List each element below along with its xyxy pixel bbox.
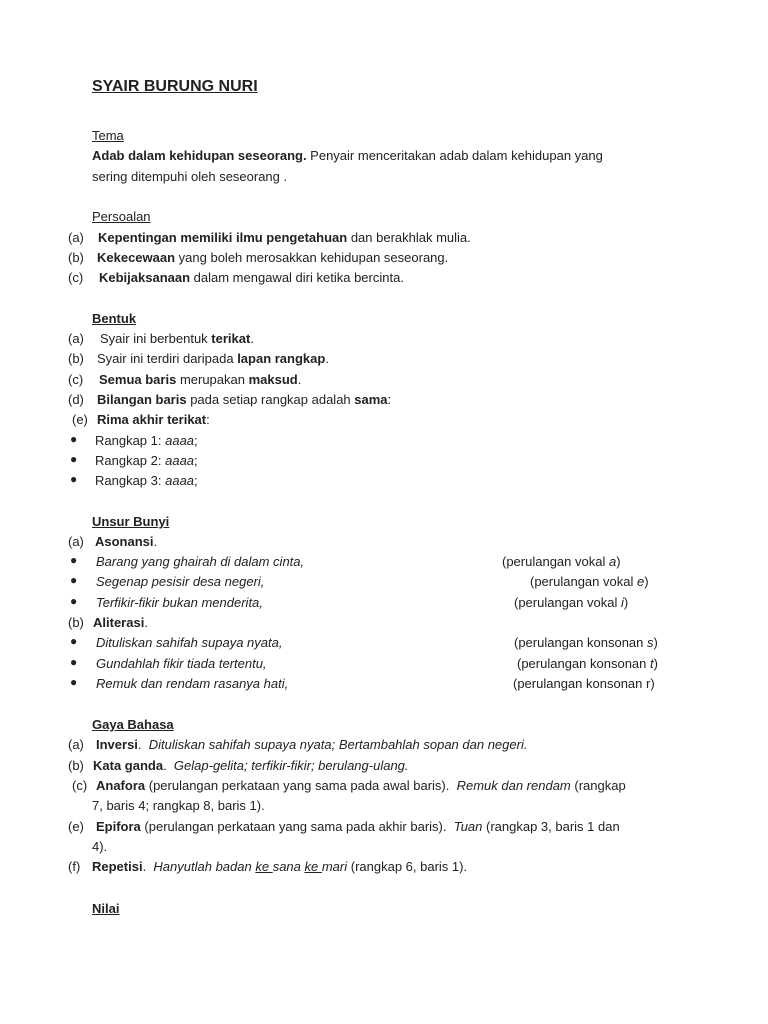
item-label: (a) xyxy=(68,331,84,346)
item-label: (b) xyxy=(68,250,84,265)
item-example: Tuan xyxy=(453,819,483,834)
asonansi-item xyxy=(68,533,157,550)
bullet-icon: ● xyxy=(70,432,78,446)
gaya-item-c xyxy=(72,777,626,794)
persoalan-item xyxy=(68,249,448,266)
persoalan-item xyxy=(68,269,404,286)
bullet-icon: ● xyxy=(70,553,78,567)
item-label: (b) xyxy=(68,351,84,366)
bullet-icon: ● xyxy=(70,594,78,608)
note-close: ) xyxy=(653,635,658,650)
unsur-bunyi-heading: Unsur Bunyi xyxy=(92,514,170,529)
item-label: (e) xyxy=(68,819,84,834)
item-text: merupakan xyxy=(176,372,249,387)
item-punct: : xyxy=(206,412,210,427)
bullet-icon: ● xyxy=(70,452,78,466)
example-text: Terfikir-fikir bukan menderita, xyxy=(96,595,263,610)
item-text: (perulangan perkataan yang sama pada akhir baris). xyxy=(140,819,454,834)
item-label: (c) xyxy=(68,270,84,285)
example-text: Gundahlah fikir tiada tertentu, xyxy=(96,656,267,671)
item-label: (d) xyxy=(68,392,84,407)
gaya-item-e xyxy=(68,818,620,835)
item-bold: Epifora xyxy=(96,819,141,834)
note-text: (perulangan konsonan r) xyxy=(513,676,655,691)
note-close: ) xyxy=(653,656,658,671)
item-label: (a) xyxy=(68,534,84,549)
bentuk-heading: Bentuk xyxy=(92,311,137,326)
item-label: (c) xyxy=(68,372,84,387)
example-line xyxy=(96,594,263,611)
rangkap-punct: ; xyxy=(194,453,198,468)
note-close: ) xyxy=(623,595,629,610)
item-label: (e) xyxy=(72,412,88,427)
item-text: pada setiap rangkap adalah xyxy=(186,392,355,407)
rangkap-label: Rangkap 2: xyxy=(95,453,166,468)
item-text: dalam mengawal diri ketika bercinta. xyxy=(190,270,404,285)
tema-bold: Adab dalam kehidupan seseorang. xyxy=(92,148,307,163)
note-letter: t xyxy=(650,656,654,671)
item-punct: . xyxy=(142,859,154,874)
bullet-icon: ● xyxy=(70,573,78,587)
item-bold: Bilangan baris xyxy=(97,392,187,407)
item-bold: Asonansi xyxy=(95,534,154,549)
gaya-bahasa-heading: Gaya Bahasa xyxy=(92,717,174,732)
example-line xyxy=(96,634,282,651)
rangkap-label: Rangkap 1: xyxy=(95,433,166,448)
bullet-icon: ● xyxy=(70,675,78,689)
example-note xyxy=(502,553,621,570)
bullet-icon: ● xyxy=(70,634,78,648)
item-text: Syair ini terdiri daripada xyxy=(97,351,238,366)
note-text: (perulangan vokal xyxy=(514,595,621,610)
tema-line-1 xyxy=(92,147,603,164)
bentuk-item-a xyxy=(68,330,254,347)
item-bold: Inversi xyxy=(96,737,138,752)
example-line xyxy=(96,553,304,570)
tema-rest: Penyair menceritakan adab dalam kehidupan yang xyxy=(306,148,603,163)
example-note xyxy=(514,594,628,611)
example-line xyxy=(96,675,288,692)
item-text: dan berakhlak mulia. xyxy=(347,230,471,245)
item-example: Dituliskan sahifah supaya nyata; Bertambahlah sopan dan negeri. xyxy=(148,737,528,752)
item-example: Remuk dan rendam xyxy=(456,778,571,793)
gaya-item-f xyxy=(68,858,467,875)
example-note xyxy=(530,573,649,590)
item-example: Gelap-gelita; terfikir-fikir; berulang-ulang. xyxy=(173,758,409,773)
persoalan-item xyxy=(68,229,471,246)
item-label: (b) xyxy=(68,758,84,773)
rangkap-item xyxy=(95,452,198,469)
item-bold: lapan rangkap xyxy=(237,351,326,366)
rangkap-rima: aaaa xyxy=(165,473,195,488)
gaya-item-b xyxy=(68,757,409,774)
note-text: (perulangan vokal xyxy=(502,554,609,569)
example-note xyxy=(513,675,655,692)
nilai-heading: Nilai xyxy=(92,901,120,916)
note-close: ) xyxy=(644,574,649,589)
bentuk-item-b xyxy=(68,350,329,367)
item-punct: . xyxy=(297,372,302,387)
item-bold: Semua baris xyxy=(99,372,177,387)
item-punct: . xyxy=(137,737,149,752)
example-note xyxy=(514,634,658,651)
note-text: (perulangan vokal xyxy=(530,574,637,589)
bentuk-item-e xyxy=(72,411,210,428)
item-bold: Kebijaksanaan xyxy=(99,270,191,285)
item-label: (a) xyxy=(68,230,84,245)
note-text: (perulangan konsonan xyxy=(517,656,650,671)
item-bold: Kata ganda xyxy=(93,758,164,773)
note-letter: s xyxy=(647,635,654,650)
note-letter: a xyxy=(608,554,617,569)
item-text: (perulangan perkataan yang sama pada awal baris). xyxy=(145,778,457,793)
item-punct: . xyxy=(153,534,158,549)
bentuk-item-c xyxy=(68,371,301,388)
item-bold: Aliterasi xyxy=(93,615,145,630)
item-punct: . xyxy=(163,758,174,773)
bentuk-item-d xyxy=(68,391,391,408)
item-label: (f) xyxy=(68,859,81,874)
item-punct: . xyxy=(144,615,148,630)
item-label: (c) xyxy=(72,778,88,793)
item-bold: maksud xyxy=(248,372,298,387)
example-text: Remuk dan rendam rasanya hati, xyxy=(96,676,289,691)
item-tail: (rangkap 6, baris 1). xyxy=(347,859,468,874)
item-text: yang boleh merosakkan kehidupan seseorang. xyxy=(175,250,449,265)
item-label: (b) xyxy=(68,615,84,630)
example-line xyxy=(96,655,267,672)
item-tail: (rangkap 3, baris 1 dan xyxy=(482,819,620,834)
item-bold: Kepentingan memiliki ilmu pengetahuan xyxy=(98,230,348,245)
bullet-icon: ● xyxy=(70,472,78,486)
item-punct: . xyxy=(250,331,254,346)
item-bold: Rima akhir terikat xyxy=(97,412,207,427)
rangkap-rima: aaaa xyxy=(165,433,195,448)
gaya-item-e-line2: 4). xyxy=(92,839,108,854)
item-bold: Repetisi xyxy=(92,859,143,874)
persoalan-heading: Persoalan xyxy=(92,209,151,224)
item-example: Hanyutlah badan xyxy=(153,859,256,874)
bullet-icon: ● xyxy=(70,655,78,669)
rangkap-rima: aaaa xyxy=(165,453,195,468)
example-text: Barang yang ghairah di dalam cinta, xyxy=(96,554,305,569)
item-example: mari xyxy=(321,859,348,874)
item-punct: : xyxy=(387,392,392,407)
tema-heading: Tema xyxy=(92,128,124,143)
note-close: ) xyxy=(616,554,621,569)
rangkap-item xyxy=(95,472,198,489)
item-text: Syair ini berbentuk xyxy=(100,331,212,346)
page-title: SYAIR BURUNG NURI xyxy=(92,78,258,95)
rangkap-punct: ; xyxy=(194,433,198,448)
note-letter: i xyxy=(620,595,624,610)
note-text: (perulangan konsonan xyxy=(514,635,647,650)
example-text: Segenap pesisir desa negeri, xyxy=(96,574,265,589)
gaya-item-c-line2: 7, baris 4; rangkap 8, baris 1). xyxy=(92,798,265,813)
item-example: sana xyxy=(272,859,305,874)
item-label: (a) xyxy=(68,737,84,752)
tema-line-2: sering ditempuhi oleh seseorang . xyxy=(92,169,288,184)
item-example-underlined: ke xyxy=(304,859,322,874)
item-bold: sama xyxy=(354,392,388,407)
gaya-item-a xyxy=(68,736,527,753)
example-line xyxy=(96,573,264,590)
example-text: Dituliskan sahifah supaya nyata, xyxy=(96,635,283,650)
rangkap-item xyxy=(95,432,198,449)
rangkap-label: Rangkap 3: xyxy=(95,473,166,488)
item-bold: terikat xyxy=(211,331,251,346)
example-note xyxy=(517,655,658,672)
item-punct: . xyxy=(325,351,329,366)
note-letter: e xyxy=(636,574,645,589)
rangkap-punct: ; xyxy=(194,473,198,488)
item-bold: Anafora xyxy=(96,778,146,793)
aliterasi-item xyxy=(68,614,148,631)
item-bold: Kekecewaan xyxy=(97,250,176,265)
item-example-underlined: ke xyxy=(255,859,273,874)
item-tail: (rangkap xyxy=(570,778,626,793)
